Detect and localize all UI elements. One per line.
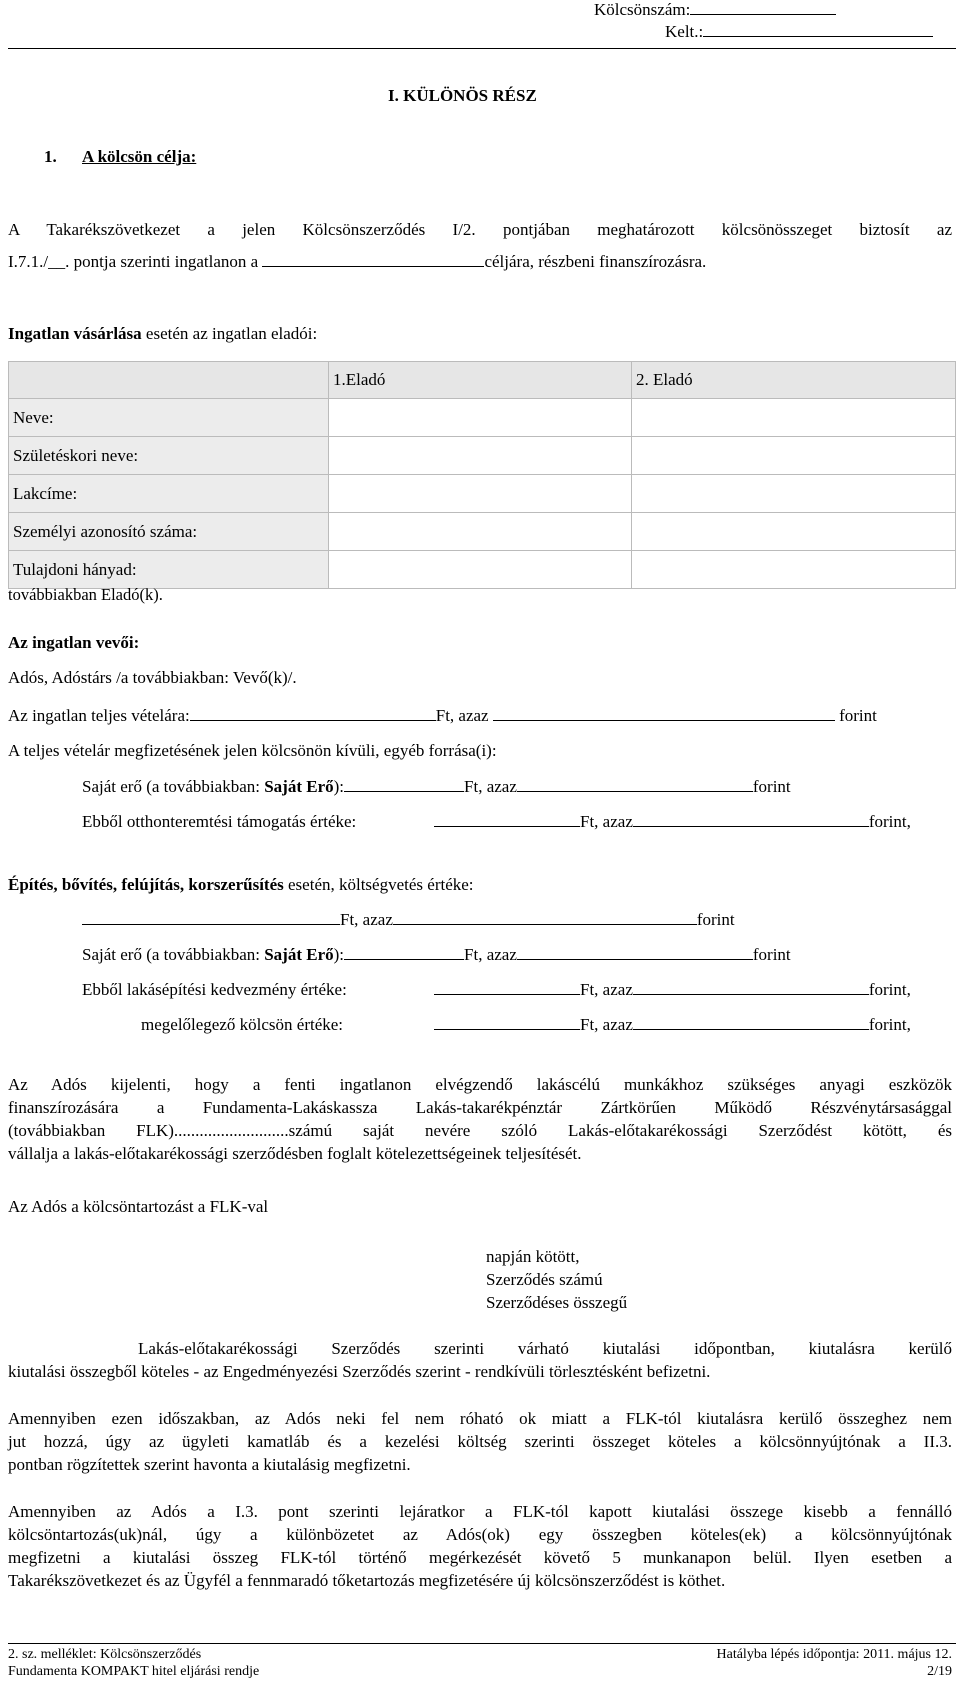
bridge-loan-label: megelőlegező kölcsön értéke: — [141, 1015, 344, 1034]
construction-own-funds-row — [82, 945, 791, 965]
housing-benefit-words-field[interactable] — [633, 993, 869, 995]
ft-azaz-label: Ft, azaz — [580, 812, 633, 831]
loan-number-label: Kölcsönszám: — [594, 0, 691, 19]
shortfall-line3: megfizetni a kiutalási összeg FLK-tól történő megérkezését követő 5 munkanapon belül. Ilyen esetben a — [8, 1548, 952, 1567]
own-funds-text-a: Saját erő (a továbbiakban: — [82, 777, 265, 796]
own-funds-ft-field[interactable] — [344, 790, 464, 792]
purpose-heading-number: 1. — [44, 147, 57, 166]
table-row — [9, 551, 956, 589]
table-row — [9, 399, 956, 437]
sellers-header-row — [9, 362, 956, 399]
forint-label: forint — [696, 910, 735, 929]
construction-own-words-field[interactable] — [517, 958, 753, 960]
delay-line1: Amennyiben ezen időszakban, az Adós neki fel nem róható ok miatt a FLK-tól kiutalásra kerülő összeghez nem — [8, 1409, 952, 1428]
loan-number-field[interactable] — [690, 13, 836, 15]
seller2-label: 2. Eladó — [636, 370, 693, 389]
seller2-header — [632, 362, 956, 399]
ft-azaz-label: Ft, azaz — [464, 945, 517, 964]
budget-row — [82, 910, 735, 930]
budget-words-field[interactable] — [393, 923, 697, 925]
ft-azaz-label: Ft, azaz — [580, 1015, 633, 1034]
table-row — [9, 437, 956, 475]
date-field[interactable] — [703, 35, 933, 37]
buyers-text: Adós, Adóstárs /a továbbiakban: Vevő(k)/. — [8, 668, 297, 687]
debt-line1: Lakás-előtakarékossági Szerződés szerinti várható kiutalási időpontban, kiutalásra kerülő — [138, 1339, 952, 1358]
date-label: Kelt.: — [665, 22, 704, 41]
bridge-loan-words-field[interactable] — [633, 1028, 869, 1030]
construction-own-ft-field[interactable] — [344, 958, 464, 960]
debt-line2: kiutalási összegből köteles - az Engedményezési Szerződés szerint - rendkívüli törlesztésként befizetni. — [8, 1362, 711, 1381]
subsidy-ft-field[interactable] — [434, 825, 580, 827]
sellers-table — [8, 361, 956, 589]
seller2-ownership-cell[interactable] — [632, 551, 956, 589]
row-label-address: Lakcíme: — [9, 475, 329, 513]
seller1-address-cell[interactable] — [329, 475, 632, 513]
ft-azaz-label: Ft, azaz — [435, 706, 489, 725]
forint-label: forint, — [868, 1015, 911, 1034]
price-label: Az ingatlan teljes vételára: — [8, 706, 190, 725]
forint-label: forint, — [868, 812, 911, 831]
seller2-name-cell[interactable] — [632, 399, 956, 437]
seller1-ownership-cell[interactable] — [329, 551, 632, 589]
seller1-header — [329, 362, 632, 399]
sellers-corner-cell — [9, 362, 329, 399]
shortfall-line1: Amennyiben az Adós a I.3. pont szerinti lejáratkor a FLK-tól kapott kiutalási összege kisebb a fennálló — [8, 1502, 952, 1521]
ft-azaz-label: Ft, azaz — [464, 777, 517, 796]
construction-heading-bold: Építés, bővítés, felújítás, korszerűsítés — [8, 875, 284, 894]
purpose-paragraph-line2 — [8, 252, 706, 272]
row-label-birth-name: Születéskori neve: — [9, 437, 329, 475]
bridge-loan-ft-field[interactable] — [434, 1028, 580, 1030]
purpose-paragraph-line1: A Takarékszövetkezet a jelen Kölcsönszerződés I/2. pontjában meghatározott kölcsönösszeget biztosít az — [8, 220, 952, 239]
seller2-birth-name-cell[interactable] — [632, 437, 956, 475]
debt-intro: Az Adós a kölcsöntartozást a FLK-val — [8, 1197, 269, 1216]
price-words-field[interactable] — [493, 719, 835, 721]
row-label-ownership: Tulajdoni hányad: — [9, 551, 329, 589]
forint-label: forint — [752, 777, 791, 796]
own-funds-text-c: ): — [333, 945, 345, 964]
delay-line2: jut hozzá, úgy az ügyleti kamatláb és a kezelési költség szerinti összeget köteles a kölcsönnyújtónak a II.3. — [8, 1432, 952, 1451]
footer-page-number: 2/19 — [927, 1664, 952, 1679]
date-row — [665, 22, 933, 42]
forint-label: forint — [752, 945, 791, 964]
own-funds-text-a: Saját erő (a továbbiakban: — [82, 945, 265, 964]
buyers-heading: Az ingatlan vevői: — [8, 633, 140, 652]
subsidy-label: Ebből otthonteremtési támogatás értéke: — [82, 812, 357, 831]
sellers-intro-rest: esetén az ingatlan eladói: — [145, 324, 318, 343]
seller1-label: 1.Eladó — [333, 370, 386, 389]
loan-number-row — [594, 0, 836, 20]
debt-date-line: napján kötött, — [486, 1247, 580, 1266]
debt-contract-number-line: Szerződés számú — [486, 1270, 603, 1289]
ft-azaz-label: Ft, azaz — [340, 910, 393, 929]
subsidy-row — [434, 812, 911, 832]
seller1-id-cell[interactable] — [329, 513, 632, 551]
price-ft-field[interactable] — [190, 719, 436, 721]
forint-label: forint — [839, 706, 877, 725]
purpose-text-b: céljára, részbeni finanszírozásra. — [484, 252, 707, 271]
bridge-loan-row — [434, 1015, 911, 1035]
footer-left-line2: Fundamenta KOMPAKT hitel eljárási rendje — [8, 1664, 260, 1679]
shortfall-line4: Takarékszövetkezet és az Ügyfél a fennmaradó tőketartozás megfizetésére új kölcsönszerződést is köthet. — [8, 1571, 726, 1590]
purpose-field[interactable] — [262, 265, 484, 267]
own-funds-words-field[interactable] — [517, 790, 753, 792]
sellers-intro-bold: Ingatlan vásárlása — [8, 324, 142, 343]
seller1-birth-name-cell[interactable] — [329, 437, 632, 475]
ft-azaz-label: Ft, azaz — [580, 980, 633, 999]
header-rule — [8, 48, 956, 49]
table-row — [9, 475, 956, 513]
own-funds-text-c: ): — [333, 777, 345, 796]
declaration-line1: Az Adós kijelenti, hogy a fenti ingatlanon elvégzendő lakáscélú munkákhoz szükséges anyagi eszközök — [8, 1075, 952, 1094]
purpose-heading: A kölcsön célja: — [82, 147, 197, 166]
housing-benefit-label: Ebből lakásépítési kedvezmény értéke: — [82, 980, 347, 999]
seller1-name-cell[interactable] — [329, 399, 632, 437]
own-funds-row — [82, 777, 791, 797]
shortfall-line2: kölcsöntartozás(uk)nál, úgy a különbözetet az Adós(ok) egy összegben köteles(ek) a kölcsönnyújtónak — [8, 1525, 952, 1544]
housing-benefit-ft-field[interactable] — [434, 993, 580, 995]
sellers-after-text: továbbiakban Eladó(k). — [8, 585, 163, 604]
sources-label: A teljes vételár megfizetésének jelen kölcsönön kívüli, egyéb forrása(i): — [8, 741, 497, 760]
purpose-text-a: I.7.1./__. pontja szerinti ingatlanon a — [8, 252, 259, 271]
declaration-line2: finanszírozására a Fundamenta-Lakáskassza Lakás-takarékpénztár Zártkörűen Működő Részvénytársasággal — [8, 1098, 952, 1117]
declaration-line3: (továbbiakban FLK)...........................számú saját nevére szóló Lakás-előtakarékossági Szerződést kötött, és — [8, 1121, 952, 1140]
section-title: I. KÜLÖNÖS RÉSZ — [388, 86, 537, 105]
declaration-line4: vállalja a lakás-előtakarékossági szerződésben foglalt kötelezettségeinek teljesítését. — [8, 1144, 582, 1163]
price-row — [8, 706, 877, 726]
budget-ft-field[interactable] — [82, 923, 340, 925]
construction-heading — [8, 875, 474, 895]
subsidy-words-field[interactable] — [633, 825, 869, 827]
footer-left-line1: 2. sz. melléklet: Kölcsönszerződés — [8, 1647, 202, 1662]
own-funds-text-bold: Saját Erő — [264, 945, 334, 964]
row-label-name: Neve: — [9, 399, 329, 437]
sellers-intro — [8, 324, 317, 344]
own-funds-text-bold: Saját Erő — [264, 777, 334, 796]
delay-line3: pontban rögzítettek szerint havonta a kiutalásig megfizetni. — [8, 1455, 411, 1474]
row-label-id-number: Személyi azonosító száma: — [9, 513, 329, 551]
footer-rule — [8, 1643, 956, 1644]
construction-heading-rest: esetén, költségvetés értéke: — [288, 875, 474, 894]
seller2-address-cell[interactable] — [632, 475, 956, 513]
footer-right-line1: Hatályba lépés időpontja: 2011. május 12. — [716, 1647, 952, 1662]
forint-label: forint, — [868, 980, 911, 999]
debt-contract-amount-line: Szerződéses összegű — [486, 1293, 628, 1312]
table-row — [9, 513, 956, 551]
seller2-id-cell[interactable] — [632, 513, 956, 551]
housing-benefit-row — [434, 980, 911, 1000]
